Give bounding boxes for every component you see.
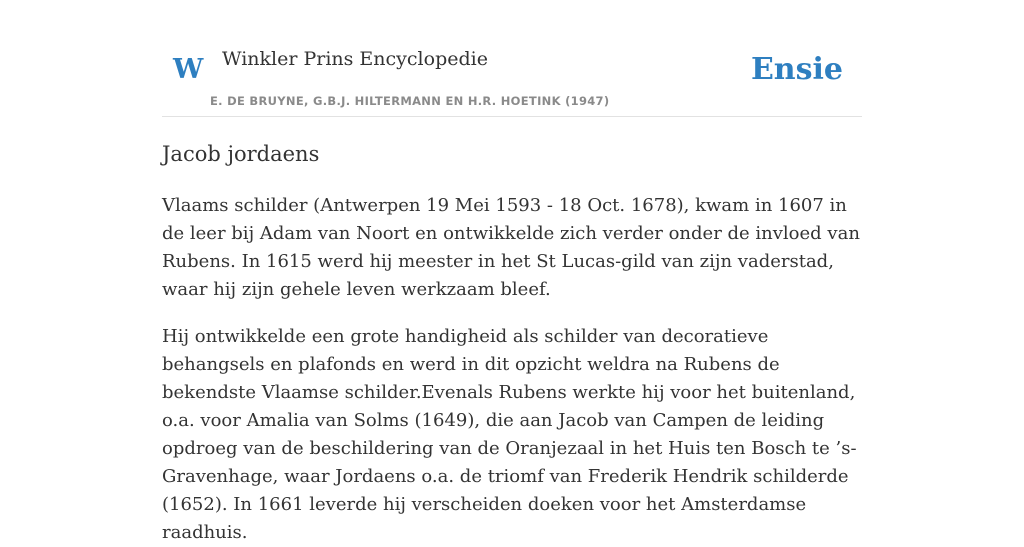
- publication-authors: E. DE BRUYNE, G.B.J. HILTERMANN EN H.R. HOETINK (1947): [210, 94, 610, 108]
- article: [162, 137, 862, 547]
- site-header: [162, 0, 862, 117]
- winkler-prins-logo[interactable]: W: [173, 54, 204, 85]
- article-paragraph: Hij ontwikkelde een grote handigheid als schilder van decoratieve behangsels en plafonds en werd in dit opzicht weldra na Rubens de bekendste Vlaamse schilder.Evenals Rubens werkte hij voor het buitenland, o.a. voor Amalia van Solms (1649), die aan Jacob van Campen de leiding opdroeg van de beschildering van de Oranjezaal in het Huis ten Bosch te ’s-Gravenhage, waar Jordaens o.a. de triomf van Frederik Hendrik schilderde (1652). In 1661 leverde hij verscheiden doeken voor het Amsterdamse raadhuis.: [162, 326, 857, 543]
- article-title: Jacob jordaens: [162, 142, 320, 166]
- publication-title[interactable]: Winkler Prins Encyclopedie: [222, 48, 488, 70]
- article-paragraph: Vlaams schilder (Antwerpen 19 Mei 1593 - 18 Oct. 1678), kwam in 1607 in de leer bij Adam van Noort en ontwikkelde zich verder onder de invloed van Rubens. In 1615 werd hij meester in het St Lucas-gild van zijn vaderstad, waar hij zijn gehele leven werkzaam bleef.: [162, 195, 860, 300]
- ensie-logo[interactable]: Ensie: [750, 52, 843, 87]
